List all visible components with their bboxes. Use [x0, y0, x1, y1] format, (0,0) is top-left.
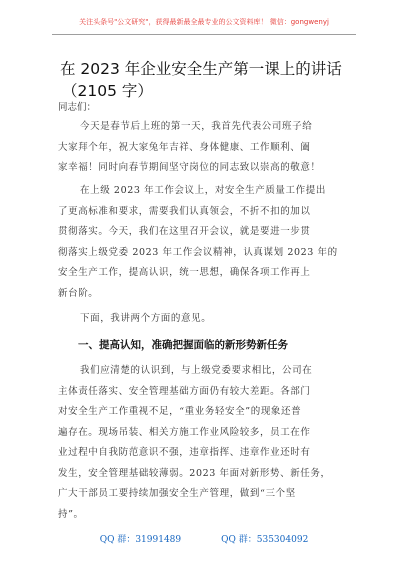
paragraph-line: 今天是春节后上班的第一天，我首先代表公司班子给: [80, 121, 313, 132]
paragraph-line: 持”。: [58, 508, 84, 520]
greeting: 同志们：: [58, 102, 97, 113]
section-heading: 一、提高认知，准确把握面临的新形势新任务: [78, 339, 288, 351]
footer-qq-group-1: QQ 群：31991489: [99, 535, 182, 545]
paragraph-line: 彻落实上级党委 2023 年工作会议精神，认真谋划 2023 年的: [58, 246, 338, 258]
footer-qq-group-2: QQ 群：535304092: [221, 535, 309, 545]
paragraph-1: [58, 117, 354, 179]
paragraph-line: 在上级 2023 年工作会议上，对安全生产质量工作提出: [80, 185, 326, 196]
paragraph-line: 贯彻落实。今天，我们在这里召开会议，就是要进一步贯: [58, 226, 311, 237]
paragraph-line: 安全生产工作，提高认识，统一思想，确保各项工作再上: [58, 267, 311, 278]
header-divider: [52, 34, 356, 35]
paragraph-line: 下面，我讲两个方面的意见。: [80, 313, 212, 324]
paragraph-line: 广大干部员工要持续加强安全生产管理，做到“三个坚: [58, 488, 296, 499]
paragraph-line: 我们应清楚的认识到，与上级党委要求相比，公司在: [80, 365, 313, 376]
paragraph-line: 了更高标准和要求，需要我们认真领会，不折不扣的加以: [58, 205, 311, 217]
paragraph-line: 发生，安全管理基础较薄弱。2023 年面对新形势、新任务，: [58, 467, 331, 479]
paragraph-line: 业过程中自我防范意识不强，违章指挥、违章作业还时有: [58, 447, 311, 458]
paragraph-line: 遍存在。现场吊装、相关方施工作业风险较多，员工在作: [58, 426, 311, 438]
header-banner: 关注头条号"公文研究"，获得最新最全最专业的公文资料库！ 微信：gongwenyj: [79, 18, 329, 26]
paragraph-4: [58, 361, 354, 525]
paragraph-line: 新台阶。: [58, 287, 99, 299]
document-title-line1: 在 2023 年企业安全生产第一课上的讲话: [60, 60, 342, 78]
paragraph-line: 大家拜个年，祝大家兔年吉祥、身体健康、工作顺利、阖: [58, 141, 311, 153]
paragraph-line: 家幸福！同时向春节期间坚守岗位的同志致以崇高的敬意！: [58, 162, 321, 173]
paragraph-3: [58, 309, 354, 330]
footer-contacts: [0, 532, 408, 545]
paragraph-line: 对安全生产工作重视不足，“重业务轻安全”的现象还普: [58, 406, 302, 417]
paragraph-line: 主体责任落实、安全管理基础方面仍有较大差距。各部门: [58, 385, 311, 397]
document-title: [60, 58, 360, 102]
paragraph-2: [58, 181, 354, 304]
document-title-line2: （2105 字）: [62, 82, 153, 100]
